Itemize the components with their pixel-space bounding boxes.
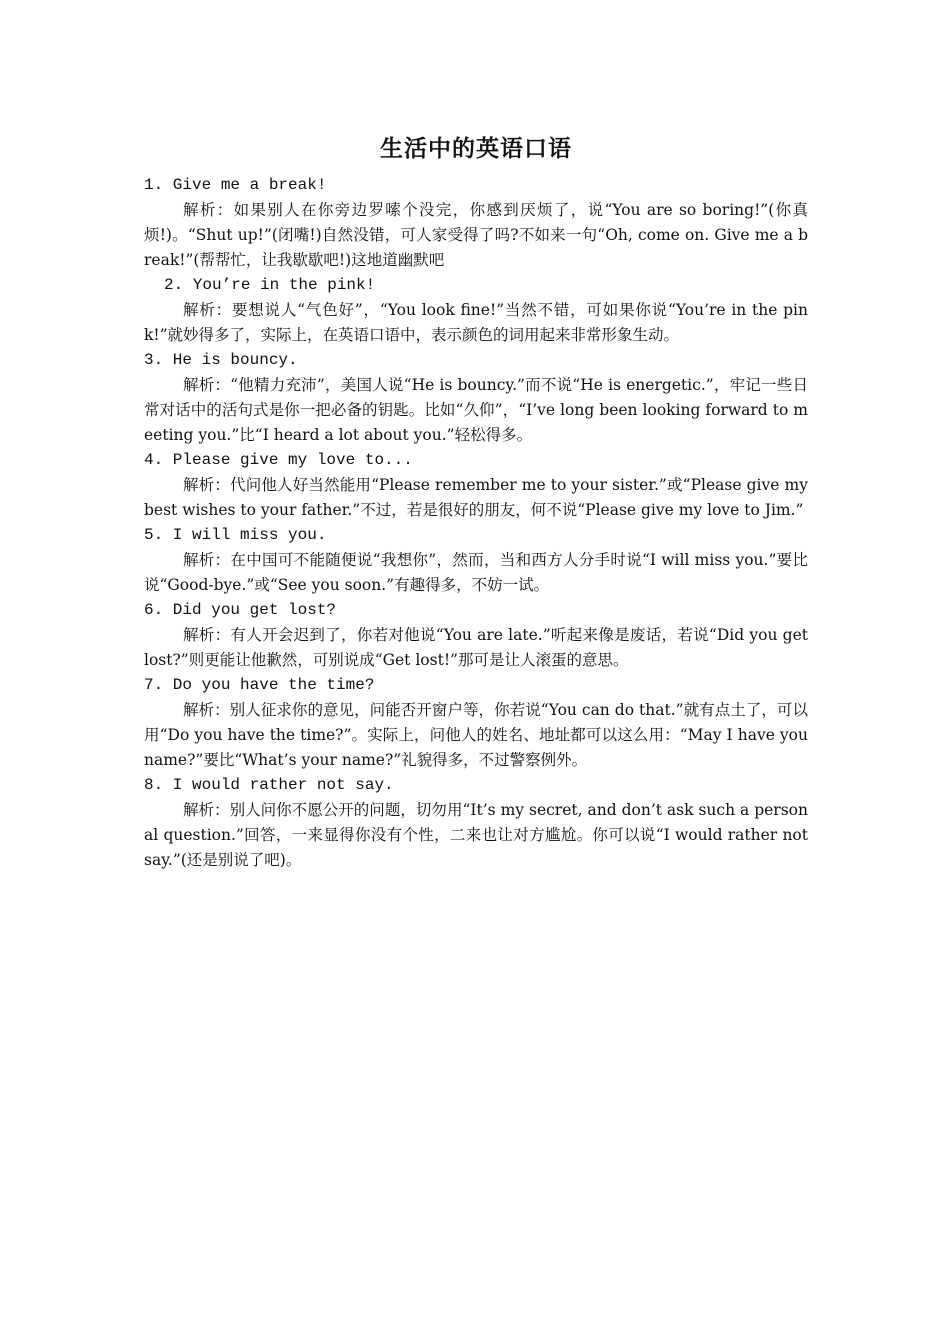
- list-item: [144, 673, 808, 773]
- phrase-explanation: 解析：别人问你不愿公开的问题，切勿用“It’s my secret, and don’t ask such a personal question.”回答，一来显得你没有个性，二来也让对方尴尬。你可以说“I would rather not say.”(还是别说了吧)。: [144, 801, 808, 869]
- document-page: [144, 132, 808, 873]
- phrase-explanation: 解析：别人征求你的意见，问能否开窗户等，你若说“You can do that.”就有点土了，可以用“Do you have the time?”。实际上，问他人的姓名、地址都可以这么用：“May I have you name?”要比“What’s your name?”礼貌得多，不过警察例外。: [144, 701, 808, 769]
- phrase-heading: 7. Do you have the time?: [144, 676, 375, 694]
- phrase-explanation: 解析：要想说人“气色好”，“You look fine!”当然不错，可如果你说“You’re in the pink!”就妙得多了，实际上，在英语口语中，表示颜色的词用起来非常形象生动。: [144, 301, 808, 344]
- phrase-explanation: 解析：如果别人在你旁边罗嗦个没完，你感到厌烦了，说“You are so boring!”(你真烦!)。“Shut up!”(闭嘴!)自然没错，可人家受得了吗?不如来一句“Oh, come on. Give me a break!”(帮帮忙，让我歇歇吧!)这地道幽默吧: [144, 201, 808, 269]
- phrase-heading: 3. He is bouncy.: [144, 351, 298, 369]
- list-item: [144, 448, 808, 523]
- list-item: [144, 523, 808, 598]
- phrase-explanation: 解析：代问他人好当然能用“Please remember me to your sister.”或“Please give my best wishes to your father.”不过，若是很好的朋友，何不说“Please give my love to Jim.”: [144, 476, 808, 519]
- phrase-explanation: 解析：有人开会迟到了，你若对他说“You are late.”听起来像是废话，若说“Did you get lost?”则更能让他歉然，可别说成“Get lost!”那可是让人滚蛋的意思。: [144, 626, 808, 669]
- phrase-explanation: 解析：“他精力充沛”，美国人说“He is bouncy.”而不说“He is energetic.”，牢记一些日常对话中的活句式是你一把必备的钥匙。比如“久仰”，“I’ve long been looking forward to meeting you.”比“I heard a lot about you.”轻松得多。: [144, 376, 808, 444]
- list-item: [144, 173, 808, 273]
- list-item: [144, 773, 808, 873]
- phrase-heading: 4. Please give my love to...: [144, 451, 413, 469]
- phrase-explanation: 解析：在中国可不能随便说“我想你”，然而，当和西方人分手时说“I will miss you.”要比说“Good-bye.”或“See you soon.”有趣得多，不妨一试。: [144, 551, 808, 594]
- phrase-heading: 6. Did you get lost?: [144, 601, 337, 619]
- phrase-heading: 5. I will miss you.: [144, 526, 327, 544]
- phrase-heading: 8. I would rather not say.: [144, 776, 394, 794]
- list-item: [144, 273, 808, 348]
- phrase-heading: 2. You’re in the pink!: [164, 276, 376, 294]
- list-item: [144, 348, 808, 448]
- document-title: 生活中的英语口语: [380, 135, 572, 162]
- phrase-heading: 1. Give me a break!: [144, 176, 327, 194]
- list-item: [144, 598, 808, 673]
